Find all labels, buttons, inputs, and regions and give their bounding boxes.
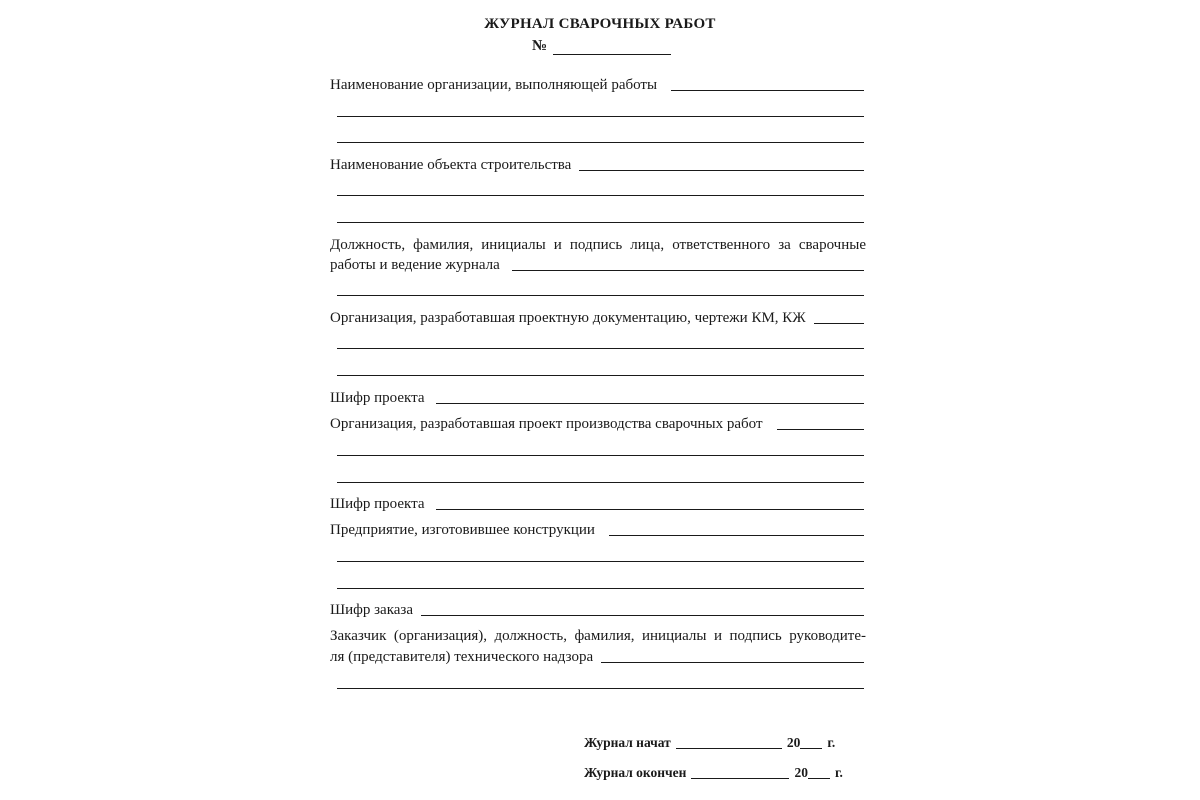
project-code-row-2 <box>330 495 864 513</box>
journal-started-date-field[interactable] <box>676 736 782 749</box>
journal-started-century: 20 <box>786 735 801 750</box>
journal-number-field[interactable] <box>553 40 671 55</box>
object-line-3[interactable] <box>337 222 864 223</box>
responsible-row <box>330 256 864 274</box>
ppr-org-row <box>330 415 864 433</box>
customer-label-line1: Заказчик (организация), должность, фамилия, инициалы и подпись руководите- <box>330 628 866 644</box>
journal-ended-row <box>584 765 843 781</box>
responsible-label-line2: работы и ведение журнала <box>330 257 500 273</box>
journal-ended-date-field[interactable] <box>691 766 789 779</box>
design-org-line-3[interactable] <box>337 375 864 376</box>
order-code-field[interactable] <box>421 601 864 616</box>
journal-ended-label: Журнал окончен <box>584 765 687 780</box>
design-org-line-2[interactable] <box>337 348 864 349</box>
design-org-field[interactable] <box>814 309 864 324</box>
project-code-field-1[interactable] <box>436 389 864 404</box>
customer-line-2[interactable] <box>337 688 864 689</box>
journal-started-year-field[interactable] <box>800 736 822 749</box>
manufacturer-field[interactable] <box>609 521 864 536</box>
project-code-row-1 <box>330 389 864 407</box>
journal-ended-year-suffix: г. <box>834 765 843 780</box>
organization-row <box>330 76 864 94</box>
object-label: Наименование объекта строительства <box>330 157 572 173</box>
order-code-row <box>330 601 864 619</box>
document-title: ЖУРНАЛ СВАРОЧНЫХ РАБОТ <box>484 16 716 32</box>
object-line-2[interactable] <box>337 195 864 196</box>
customer-label-line2: ля (представителя) технического надзора <box>330 649 594 665</box>
ppr-org-line-2[interactable] <box>337 455 864 456</box>
customer-row <box>330 648 864 666</box>
responsible-line-2[interactable] <box>337 295 864 296</box>
manufacturer-line-2[interactable] <box>337 561 864 562</box>
customer-field[interactable] <box>601 648 864 663</box>
journal-ended-year-field[interactable] <box>808 766 830 779</box>
organization-field[interactable] <box>671 76 864 91</box>
journal-started-label: Журнал начат <box>584 735 671 750</box>
responsible-label-line1: Должность, фамилия, инициалы и подпись лица, ответственного за сварочные <box>330 237 866 253</box>
order-code-label: Шифр заказа <box>330 602 414 618</box>
object-field[interactable] <box>579 156 864 171</box>
project-code-field-2[interactable] <box>436 495 864 510</box>
project-code-label-1: Шифр проекта <box>330 390 425 406</box>
ppr-org-label: Организация, разработавшая проект производства сварочных работ <box>330 416 763 432</box>
manufacturer-label: Предприятие, изготовившее конструкции <box>330 522 595 538</box>
object-row <box>330 156 864 174</box>
journal-started-year-suffix: г. <box>827 735 836 750</box>
number-sign: № <box>532 38 548 54</box>
organization-label: Наименование организации, выполняющей работы <box>330 77 658 93</box>
ppr-org-line-3[interactable] <box>337 482 864 483</box>
manufacturer-line-3[interactable] <box>337 588 864 589</box>
journal-started-row <box>584 735 835 751</box>
journal-ended-century: 20 <box>794 765 808 780</box>
project-code-label-2: Шифр проекта <box>330 496 425 512</box>
organization-line-2[interactable] <box>337 116 864 117</box>
design-org-label: Организация, разработавшая проектную документацию, чертежи КМ, КЖ <box>330 310 806 326</box>
journal-number <box>532 38 671 55</box>
design-org-row <box>330 309 864 327</box>
responsible-field[interactable] <box>512 256 864 271</box>
ppr-org-field[interactable] <box>777 415 864 430</box>
manufacturer-row <box>330 521 864 539</box>
organization-line-3[interactable] <box>337 142 864 143</box>
